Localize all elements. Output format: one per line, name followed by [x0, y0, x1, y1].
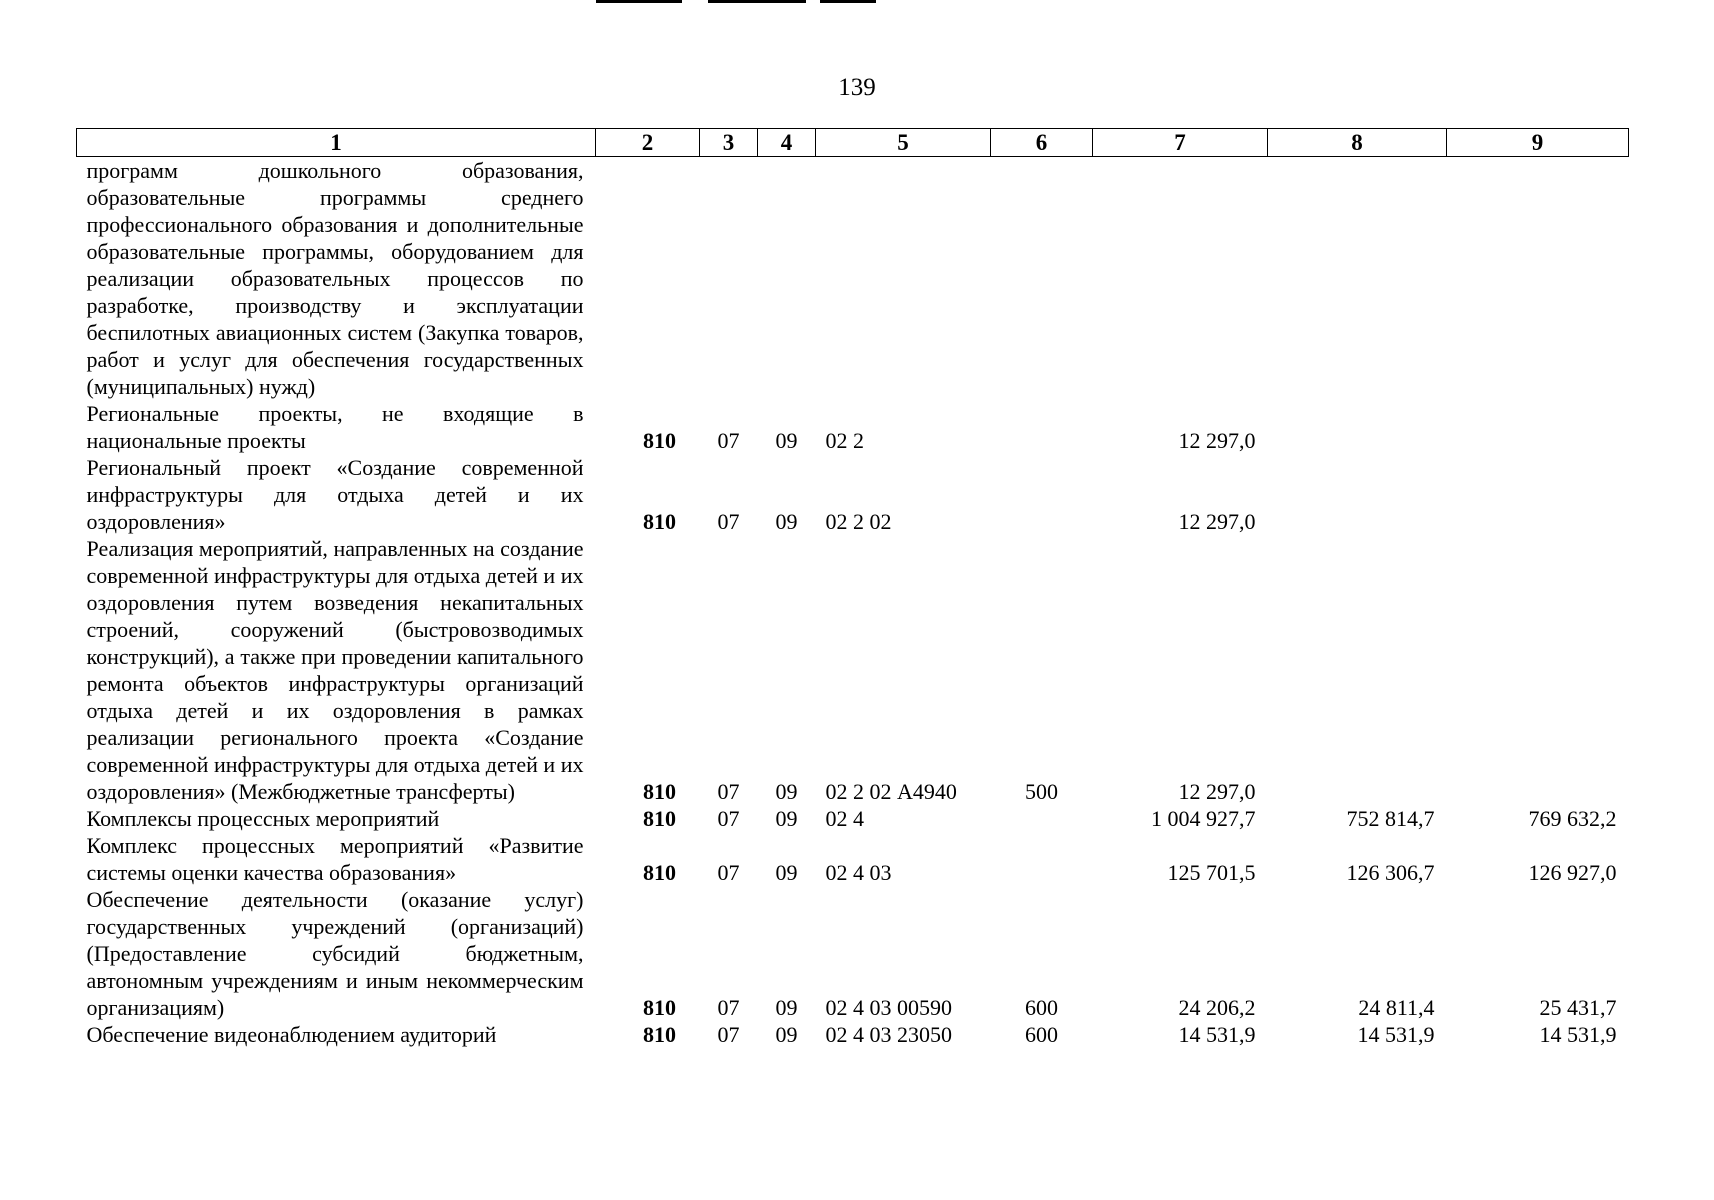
row-sum-column-8: [1268, 157, 1447, 401]
row-subsection-code: [758, 157, 816, 401]
table-row: [77, 1021, 1629, 1048]
row-sum-column-9: 769 632,2: [1528, 806, 1617, 831]
row-grbs-code: 810: [643, 509, 676, 534]
row-subsection-code: 09: [775, 1022, 798, 1047]
row-target-article-code: 02 4 03: [825, 860, 892, 885]
row-section-code: 07: [717, 428, 740, 453]
row-grbs-code: 810: [643, 806, 676, 831]
column-header-2: 2: [596, 129, 700, 157]
row-grbs-code: 810: [643, 995, 676, 1020]
row-grbs-code: 810: [643, 860, 676, 885]
row-target-article-code: 02 2: [825, 428, 864, 453]
table-row: [77, 454, 1629, 535]
page-number: 139: [838, 74, 876, 101]
row-name: Обеспечение видеонаблюдением аудиторий: [86, 1022, 497, 1047]
column-header-8: 8: [1268, 129, 1447, 157]
table-row: [77, 535, 1629, 805]
row-subsection-code: 09: [775, 428, 798, 453]
row-target-article-code: 02 2 02 А4940: [825, 779, 957, 804]
table-row: [77, 886, 1629, 1021]
row-target-article-code: 02 4 03 23050: [825, 1022, 952, 1047]
row-section-code: 07: [717, 1022, 740, 1047]
row-sum-column-7: 12 297,0: [1178, 428, 1256, 453]
row-sum-column-8: 24 811,4: [1358, 995, 1435, 1020]
row-expense-type-code: [991, 157, 1093, 401]
column-header-9: 9: [1447, 129, 1629, 157]
row-sum-column-9: [1447, 157, 1629, 401]
row-section-code: 07: [717, 779, 740, 804]
row-target-article-code: [816, 157, 991, 401]
row-name: Реализация мероприятий, направленных на создание современной инфраструктуры для отдыха детей и их оздоровления путем возведения некапитальных строений, сооружений (быстровозводимых конструкций), а также при проведении капитального ремонта объектов инфраструктуры организаций отдыха детей и их оздоровления в рамках реализации регионального проекта «Создание современной инфраструктуры для отдыха детей и их оздоровления» (Межбюджетные трансферты): [86, 536, 584, 804]
row-subsection-code: 09: [775, 509, 798, 534]
row-name: Комплекс процессных мероприятий «Развитие системы оценки качества образования»: [86, 833, 584, 885]
row-subsection-code: 09: [775, 806, 798, 831]
table-row: [77, 400, 1629, 454]
table-header-row: [77, 129, 1629, 157]
row-sum-column-7: 12 297,0: [1178, 779, 1256, 804]
column-header-6: 6: [991, 129, 1093, 157]
row-sum-column-9: 25 431,7: [1539, 995, 1617, 1020]
column-header-7: 7: [1093, 129, 1268, 157]
row-subsection-code: 09: [775, 860, 798, 885]
row-expense-type-code: 600: [1025, 995, 1058, 1020]
row-sum-column-9: [1447, 400, 1629, 454]
row-section-code: 07: [717, 995, 740, 1020]
row-sum-column-7: 1 004 927,7: [1151, 806, 1256, 831]
row-sum-column-9: 14 531,9: [1539, 1022, 1617, 1047]
column-header-3: 3: [700, 129, 758, 157]
row-sum-column-8: [1268, 400, 1447, 454]
row-name: Региональные проекты, не входящие в национальные проекты: [86, 401, 584, 453]
row-sum-column-9: 126 927,0: [1528, 860, 1617, 885]
row-grbs-code: 810: [643, 779, 676, 804]
table-row: [77, 805, 1629, 832]
table-row: [77, 157, 1629, 401]
row-name: Региональный проект «Создание современной инфраструктуры для отдыха детей и их оздоровления»: [86, 455, 584, 534]
row-sum-column-7: 12 297,0: [1178, 509, 1256, 534]
row-sum-column-7: [1093, 157, 1268, 401]
row-grbs-code: 810: [643, 428, 676, 453]
row-sum-column-7: 14 531,9: [1178, 1022, 1256, 1047]
row-target-article-code: 02 4: [825, 806, 864, 831]
row-section-code: 07: [717, 860, 740, 885]
row-sum-column-7: 125 701,5: [1167, 860, 1256, 885]
row-name: Обеспечение деятельности (оказание услуг) государственных учреждений (организаций) (Предоставление субсидий бюджетным, автономным учреждениям и иным некоммерческим организациям): [86, 887, 584, 1020]
row-expense-type-code: [991, 832, 1093, 886]
row-expense-type-code: [991, 400, 1093, 454]
row-sum-column-9: [1447, 454, 1629, 535]
budget-table: [76, 128, 1629, 1048]
row-expense-type-code: 600: [1025, 1022, 1058, 1047]
row-subsection-code: 09: [775, 995, 798, 1020]
row-name: программ дошкольного образования, образовательные программы среднего профессионального образования и дополнительные образовательные программы, оборудованием для реализации образовательных процессов по разработке, производству и эксплуатации беспилотных авиационных систем (Закупка товаров, работ и услуг для обеспечения государственных (муниципальных) нужд): [86, 158, 584, 399]
column-header-4: 4: [758, 129, 816, 157]
row-subsection-code: 09: [775, 779, 798, 804]
row-grbs-code: [596, 157, 700, 401]
row-sum-column-8: [1268, 454, 1447, 535]
row-sum-column-9: [1447, 535, 1629, 805]
row-sum-column-8: [1268, 535, 1447, 805]
column-header-1: 1: [77, 129, 596, 157]
budget-table-container: [76, 128, 1629, 1048]
table-row: [77, 832, 1629, 886]
row-sum-column-8: 126 306,7: [1346, 860, 1435, 885]
row-target-article-code: 02 2 02: [825, 509, 892, 534]
column-header-5: 5: [816, 129, 991, 157]
row-expense-type-code: [991, 805, 1093, 832]
row-section-code: 07: [717, 806, 740, 831]
row-sum-column-8: 752 814,7: [1346, 806, 1435, 831]
row-target-article-code: 02 4 03 00590: [825, 995, 952, 1020]
row-expense-type-code: 500: [1025, 779, 1058, 804]
row-section-code: 07: [717, 509, 740, 534]
row-name: Комплексы процессных мероприятий: [86, 806, 440, 831]
row-grbs-code: 810: [643, 1022, 676, 1047]
row-section-code: [700, 157, 758, 401]
row-expense-type-code: [991, 454, 1093, 535]
row-sum-column-8: 14 531,9: [1357, 1022, 1435, 1047]
row-sum-column-7: 24 206,2: [1178, 995, 1256, 1020]
